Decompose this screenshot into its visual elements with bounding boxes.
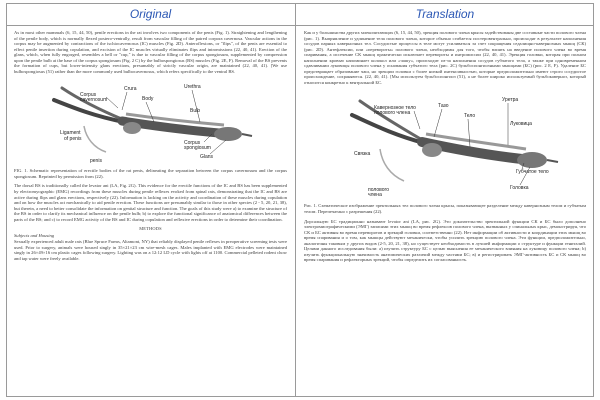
label-telo: Тело: [464, 113, 476, 120]
label-glans: Glans: [200, 154, 214, 161]
translation-pane-title: Translation: [296, 3, 594, 26]
label-lukovica: Луковица: [510, 121, 532, 128]
label-bulb: Bulb: [190, 108, 201, 115]
label-gubchatoe: Губчатое тело: [516, 169, 549, 176]
translation-paragraph-2: Дорсальную БС традиционно называют levator ani (LA, рис. 2G). Это доказательство эректильной функции СК и БС было дополнено электромиографическими (ЭМГ) записями этих мышц во время рефлексов полового члена, вызванных у спинальных крыс, демонстрируя, что СК и БС активны во время переворотов и эрекций головки, соответственно (22). Нет информации об активности и координации этих мышц во время спаривания и о том, как мышцы действуют механически, чтобы усилить эрекцию полового члена. Эти функции, предположительно, аналогичны таковым у других видов (2-5, 20, 21, 38), но существует необходимость в лучшей информации о структуре и функции гениталий. Целями данного исследования были: а) изучить структуру БС с целью выяснения ее механического влияния на луковицу полового члена; b) изучить функциональную значимость анатомических различий между частями БС; в) и регистрировать ЭМГ-активность БС и СК мышц во время спаривания и рефлекторных эрекций, чтобы определить их согласованность.: [304, 218, 586, 263]
original-pane-title: Original: [6, 3, 295, 26]
label-polovogo-chlena: полового члена: [368, 187, 390, 199]
label-penis: penis: [90, 158, 102, 165]
penis-diagram-translation: [304, 89, 586, 201]
label-svyazka: Связка: [354, 151, 371, 158]
label-uretra: Уретра: [502, 97, 519, 104]
original-document-text: [6, 26, 295, 262]
translation-figure-1: [304, 89, 586, 201]
label-corpus-spongiosum: Corpus spongiosum: [184, 140, 211, 152]
translation-figure-caption: Рис. 1. Схематическое изображение эректильных тел полового члена крысы, показывающее разделение между кавернозным телом и губчатым телом. Перепечатано с разрешения (22).: [304, 203, 586, 215]
original-figure-1: [14, 78, 287, 166]
label-ligament: Ligament: [60, 130, 81, 137]
label-urethra: Urethra: [184, 84, 201, 91]
translation-pane[interactable]: [296, 3, 594, 397]
original-pane[interactable]: [6, 3, 295, 397]
translation-paragraph-1: Как и у большинства других млекопитающих (6, 15, 44, 50), эрекция полового члена крысы задействованы две составные части полового члена (рис. 1). Выпрямление и удлинение тела полового члена, которое обычно сгибается постеровентрально, происходят в результате наполнения сосудов парных кавернозных тел. Сосудистые процессы в теле могут усиливаться за счет сокращения седалищно-кавернозных мышц (СК) (рис. 2D). Антефлексии, или «перевороты» полового члена, необходимы для того, чтобы влиять на введение полового члена во время спаривания, а иссечение СК мышц практически исключает перевороты и интромиссии (22, 40, 41). Эрекция головки, которая при полном наполнении кровью напоминает колокол или «чашу», происходит из-за наполнения сосудов губчатого тела, а также при одновременном сдавливании луковицы полового члена у основания губчатого тела (рис. 2С) бульбоспонгиозными мышцами (БС) (рис. 2 Е, F). Удаление БС предотвращает образование чаш, но эрекции головки с более низкой интенсивностью, которые предположительно имеют строго сосудистое происхождение, сохраняются. (22, 40, 41). [Мы используем бульбоспонгиоз (51), а не более широко используемый бульбокаверноз, который относится конкретно к вентральной БС.: [304, 30, 586, 85]
label-tazo: Тазо: [438, 103, 449, 110]
original-paragraph-3: Sexually experienced adult male rats (Blue Spruce Farms, Altamont, NY) that reliably displayed penile reflexes in preoperative screening tests were used. Prior to surgery, animals were housed singly in 35×21×23 cm wire-mesh cages. Males implanted with EMG electrodes were maintained singly in 26×49×16 cm plastic cages following surgery. Lighting was on a 12:12 LD cycle with lights off at 1100. Commercial pelleted rodent chow and tap water were freely available.: [14, 239, 287, 262]
label-golovka: Головка: [510, 185, 529, 192]
original-paragraph-2: The dorsal BS is traditionally called the levator ani (LA, Fig. 2G). This evidence for the erectile functions of the IC and BS has been supplemented by electromyographic (EMG) recordings from these muscles during penile reflexes evoked from spinal rats, demonstrating that the IC and BS are active during flips and glans erections, respectively (22). Information is lacking on the activity and coordination of these muscles during copulation and on how the muscles act mechanically to aid penile erection. These functions are presumably similar to those in other species (2 - 5, 20, 21, 38), but therein, a need to better consolidate the information on genital structure and function. The goals of this study were a) to examine the structure of the BS in order to clarify its mechanical influence on the penile bulb; b) to explore the functional significance of anatomical differences between the parts of the BS; and c) to record EMG activity of the BS and IC during copulation and reflexive erections in order to determine their coordination.: [14, 183, 287, 222]
label-body: Body: [142, 96, 154, 103]
label-corpus-cavernosum: Corpus cavernosum: [80, 92, 108, 104]
subjects-heading: Subjects and Housing: [14, 232, 55, 238]
label-kavernoznoe: Кавернозное тело полового члена: [374, 105, 416, 117]
original-paragraph-1: As in most other mammals (6, 15, 44, 50), penile erections in the rat involves two components of the penis (Fig. 1). Straightening and lengthening of the penile body, which is normally flexed postero-ventrally, result from vascular filling of the paired corpora cavernosa. Vascular actions in the corpus may be augmented by contractions of the ischiocavernosus (IC) muscles (Fig. 2D). Anteroflexions, or "flips", of the penis are essential to effect penile insertion during copulation, and excision of the IC muscles virtually eliminates flips and intromissions (22, 40, 41). Erection of the glans, which, when fully engorged, resembles a bell or "cup," is due to vascular filling of the corpus spongiosum, supplemented by compression upon the penile bulb at the base of the corpus spongiosum (Fig. 2 C) by the bulbospongiosus (BS) muscles (Fig. 2E, F). Removal of the BS prevents the formation of cups, but lower-intensity glans erections, presumably of strictly vascular origin, are maintained (22, 40, 41). [We use bulbospongiosus (51) rather than the more commonly used bulbocavernosus, which refers specifically to the ventral BS.: [14, 30, 287, 74]
label-crura: Crura: [124, 86, 137, 93]
original-figure-caption: FIG. 1. Schematic representation of erectile bodies of the rat penis, delineating the separation between the corpus cavernosum and the corpus spongiosum. Reprinted by permission from (22).: [14, 168, 287, 179]
translation-document-text: [296, 26, 594, 263]
penis-diagram-original: [14, 78, 287, 166]
label-of-penis: of penis: [64, 136, 82, 143]
methods-heading: METHODS: [139, 226, 162, 232]
